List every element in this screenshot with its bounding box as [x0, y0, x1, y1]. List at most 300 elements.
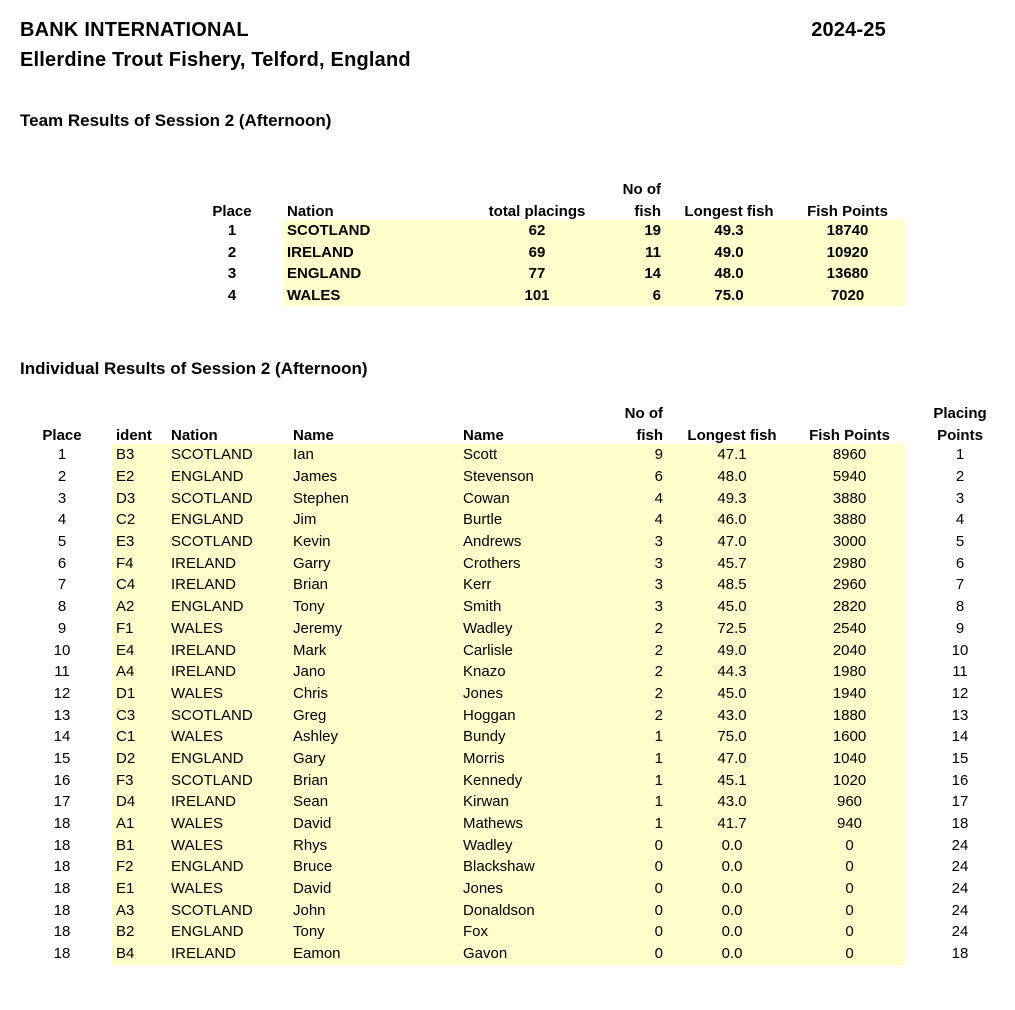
table-cell: 47.1	[670, 444, 794, 466]
table-cell: Garry	[289, 552, 459, 574]
table-row	[28, 856, 1015, 878]
table-cell: 0	[794, 921, 905, 943]
table-cell: 18	[53, 815, 71, 833]
table-cell: 8	[955, 598, 965, 616]
table-row	[205, 285, 905, 307]
table-cell: Jones	[459, 878, 614, 900]
table-cell: 2540	[794, 618, 905, 640]
table-cell: 0	[794, 856, 905, 878]
table-cell: B4	[112, 943, 167, 965]
table-cell: WALES	[167, 834, 289, 856]
table-cell: 24	[951, 880, 969, 898]
table-cell: E4	[112, 639, 167, 661]
table-cell: 4	[955, 511, 965, 529]
table-cell: Jim	[289, 509, 459, 531]
col-header-ident: ident	[116, 427, 152, 444]
table-row	[28, 748, 1015, 770]
header-spacer	[289, 400, 459, 422]
col-header-longest-fish: Longest fish	[687, 427, 777, 444]
table-row	[28, 574, 1015, 596]
table-cell: F3	[112, 769, 167, 791]
table-row	[28, 813, 1015, 835]
table-cell: 1040	[794, 748, 905, 770]
table-cell: 0	[614, 943, 670, 965]
individual-header-row	[28, 422, 1015, 444]
table-cell: Stevenson	[459, 466, 614, 488]
table-cell: 1	[614, 791, 670, 813]
table-cell: Tony	[289, 596, 459, 618]
table-cell: SCOTLAND	[167, 769, 289, 791]
table-cell: B3	[112, 444, 167, 466]
table-cell: 4	[614, 487, 670, 509]
table-cell: 45.0	[670, 683, 794, 705]
table-cell: Jeremy	[289, 618, 459, 640]
table-row	[28, 704, 1015, 726]
table-cell: Morris	[459, 748, 614, 770]
table-cell: 9	[57, 619, 67, 637]
table-cell: IRELAND	[167, 552, 289, 574]
col-header-first-name: Name	[293, 427, 334, 444]
table-cell: 49.3	[668, 220, 790, 242]
table-cell: WALES	[167, 683, 289, 705]
table-cell: 1	[614, 813, 670, 835]
table-cell: 1020	[794, 769, 905, 791]
table-cell: Gavon	[459, 943, 614, 965]
table-cell: 18740	[790, 220, 905, 242]
table-cell: 45.0	[670, 596, 794, 618]
col-header-placing: Placing	[933, 405, 987, 422]
individual-results-title: Individual Results of Session 2 (Afternoon)	[20, 359, 368, 378]
table-row	[28, 618, 1015, 640]
table-cell: 18	[53, 901, 71, 919]
table-cell: 5940	[794, 466, 905, 488]
table-cell: C4	[112, 574, 167, 596]
table-cell: C2	[112, 509, 167, 531]
table-cell: Crothers	[459, 552, 614, 574]
table-cell: 43.0	[670, 791, 794, 813]
table-cell: 2	[614, 704, 670, 726]
table-cell: 2	[614, 639, 670, 661]
season-label: 2024-25	[811, 19, 886, 41]
table-cell: 0.0	[670, 834, 794, 856]
table-cell: 12	[53, 684, 71, 702]
table-cell: IRELAND	[167, 574, 289, 596]
table-cell: 2960	[794, 574, 905, 596]
table-cell: Carlisle	[459, 639, 614, 661]
col-header-place: Place	[42, 427, 82, 444]
individual-header-row-upper	[28, 400, 1015, 422]
table-cell: Gary	[289, 748, 459, 770]
col-header-nation: Nation	[171, 427, 218, 444]
document-header	[20, 18, 886, 43]
table-cell: ENGLAND	[167, 596, 289, 618]
table-cell: 18	[53, 880, 71, 898]
table-cell: Jano	[289, 661, 459, 683]
table-cell: 15	[53, 749, 71, 767]
table-cell: 2	[614, 661, 670, 683]
table-cell: 1940	[794, 683, 905, 705]
table-cell: 9	[614, 444, 670, 466]
table-cell: 24	[951, 858, 969, 876]
table-cell: 0.0	[670, 878, 794, 900]
header-spacer	[205, 176, 283, 198]
table-cell: 2	[227, 243, 237, 261]
table-cell: David	[289, 878, 459, 900]
table-cell: 0.0	[670, 943, 794, 965]
table-cell: James	[289, 466, 459, 488]
table-cell: ENGLAND	[167, 856, 289, 878]
individual-table-header	[28, 400, 1015, 444]
col-header-fish-points: Fish Points	[809, 427, 890, 444]
table-cell: ENGLAND	[167, 509, 289, 531]
col-header-fish: fish	[636, 427, 663, 444]
table-cell: 24	[951, 923, 969, 941]
table-cell: 24	[951, 901, 969, 919]
header-spacer	[794, 400, 905, 422]
table-cell: Blackshaw	[459, 856, 614, 878]
table-cell: E1	[112, 878, 167, 900]
header-spacer	[790, 176, 905, 198]
header-spacer	[459, 400, 614, 422]
table-cell: Mark	[289, 639, 459, 661]
table-cell: 1600	[794, 726, 905, 748]
table-row	[28, 834, 1015, 856]
table-cell: 18	[53, 923, 71, 941]
table-cell: 1880	[794, 704, 905, 726]
table-cell: 19	[597, 220, 668, 242]
table-cell: 0	[794, 943, 905, 965]
header-spacer	[670, 400, 794, 422]
table-cell: 1	[614, 748, 670, 770]
table-cell: 3	[227, 265, 237, 283]
table-row	[28, 943, 1015, 965]
table-cell: 0	[614, 899, 670, 921]
table-cell: 2	[614, 683, 670, 705]
table-cell: C1	[112, 726, 167, 748]
table-cell: 11	[597, 242, 668, 264]
table-cell: B1	[112, 834, 167, 856]
table-row	[205, 242, 905, 264]
table-row	[28, 791, 1015, 813]
table-cell: 1	[614, 769, 670, 791]
table-cell: 6	[955, 554, 965, 572]
table-cell: 77	[477, 263, 597, 285]
table-cell: 17	[951, 793, 969, 811]
col-header-place: Place	[212, 203, 252, 220]
table-cell: 0	[794, 834, 905, 856]
table-cell: 16	[53, 771, 71, 789]
table-cell: 46.0	[670, 509, 794, 531]
table-cell: IRELAND	[167, 791, 289, 813]
table-cell: 75.0	[670, 726, 794, 748]
col-header-fish: fish	[634, 203, 661, 220]
table-cell: IRELAND	[167, 639, 289, 661]
table-cell: 18	[951, 945, 969, 963]
table-cell: 5	[57, 533, 67, 551]
table-cell: 62	[477, 220, 597, 242]
table-row	[28, 878, 1015, 900]
table-cell: 10	[53, 641, 71, 659]
table-cell: IRELAND	[283, 242, 477, 264]
col-header-last-name: Name	[463, 427, 504, 444]
table-cell: 0.0	[670, 856, 794, 878]
table-cell: F4	[112, 552, 167, 574]
table-cell: 75.0	[668, 285, 790, 307]
table-cell: 69	[477, 242, 597, 264]
table-cell: Ashley	[289, 726, 459, 748]
table-cell: E3	[112, 531, 167, 553]
table-row	[28, 487, 1015, 509]
table-cell: F2	[112, 856, 167, 878]
table-cell: 8	[57, 598, 67, 616]
table-cell: 17	[53, 793, 71, 811]
table-cell: 0	[614, 878, 670, 900]
team-results-title: Team Results of Session 2 (Afternoon)	[20, 111, 332, 130]
table-cell: 1	[227, 222, 237, 240]
table-cell: ENGLAND	[167, 921, 289, 943]
table-cell: 48.0	[668, 263, 790, 285]
table-cell: 0	[614, 856, 670, 878]
table-cell: Brian	[289, 574, 459, 596]
table-cell: D3	[112, 487, 167, 509]
table-cell: 9	[955, 619, 965, 637]
table-cell: 4	[227, 286, 237, 304]
table-cell: Donaldson	[459, 899, 614, 921]
table-cell: 7020	[790, 285, 905, 307]
venue-subtitle: Ellerdine Trout Fishery, Telford, England	[20, 49, 411, 71]
table-cell: 2	[614, 618, 670, 640]
table-cell: 0	[614, 834, 670, 856]
table-cell: Kennedy	[459, 769, 614, 791]
table-cell: Kirwan	[459, 791, 614, 813]
table-cell: 2980	[794, 552, 905, 574]
table-cell: 3880	[794, 487, 905, 509]
table-cell: 48.0	[670, 466, 794, 488]
table-row	[205, 263, 905, 285]
header-spacer	[668, 176, 790, 198]
table-cell: Kerr	[459, 574, 614, 596]
table-cell: 18	[53, 836, 71, 854]
table-cell: 960	[794, 791, 905, 813]
table-cell: D4	[112, 791, 167, 813]
table-cell: 6	[614, 466, 670, 488]
table-cell: 13	[951, 706, 969, 724]
table-row	[28, 661, 1015, 683]
table-cell: A4	[112, 661, 167, 683]
table-cell: 13	[53, 706, 71, 724]
team-table-header	[205, 176, 905, 220]
table-row	[28, 552, 1015, 574]
table-cell: E2	[112, 466, 167, 488]
table-cell: SCOTLAND	[167, 531, 289, 553]
table-cell: SCOTLAND	[167, 899, 289, 921]
table-cell: SCOTLAND	[283, 220, 477, 242]
table-cell: A3	[112, 899, 167, 921]
table-cell: John	[289, 899, 459, 921]
header-spacer	[283, 176, 477, 198]
table-cell: 0	[794, 878, 905, 900]
table-cell: WALES	[167, 726, 289, 748]
table-cell: Greg	[289, 704, 459, 726]
table-row	[28, 531, 1015, 553]
table-cell: 13680	[790, 263, 905, 285]
col-header-no-of: No of	[624, 405, 663, 422]
table-cell: 2	[57, 468, 67, 486]
table-row	[28, 596, 1015, 618]
table-cell: 1	[614, 726, 670, 748]
table-cell: Scott	[459, 444, 614, 466]
col-header-points: Points	[937, 427, 983, 444]
table-row	[28, 683, 1015, 705]
table-cell: B2	[112, 921, 167, 943]
table-cell: 1	[57, 446, 67, 464]
table-cell: 45.7	[670, 552, 794, 574]
table-cell: 2	[955, 468, 965, 486]
table-cell: 3	[614, 531, 670, 553]
table-cell: 3	[57, 489, 67, 507]
table-cell: C3	[112, 704, 167, 726]
table-cell: Wadley	[459, 834, 614, 856]
table-cell: 11	[952, 663, 968, 681]
team-table-body	[205, 220, 905, 306]
table-cell: 24	[951, 836, 969, 854]
table-cell: 14	[951, 728, 969, 746]
table-cell: Andrews	[459, 531, 614, 553]
table-cell: 15	[951, 749, 969, 767]
table-cell: D1	[112, 683, 167, 705]
table-cell: 0.0	[670, 899, 794, 921]
team-header-row	[205, 198, 905, 220]
table-cell: Eamon	[289, 943, 459, 965]
table-cell: 47.0	[670, 531, 794, 553]
table-cell: Tony	[289, 921, 459, 943]
table-cell: 101	[477, 285, 597, 307]
table-cell: 12	[951, 684, 969, 702]
table-cell: Knazo	[459, 661, 614, 683]
table-cell: 2820	[794, 596, 905, 618]
team-header-row-upper	[205, 176, 905, 198]
table-cell: 4	[614, 509, 670, 531]
table-cell: 45.1	[670, 769, 794, 791]
table-cell: WALES	[167, 878, 289, 900]
table-cell: Chris	[289, 683, 459, 705]
table-cell: Burtle	[459, 509, 614, 531]
table-cell: Smith	[459, 596, 614, 618]
table-cell: 0	[794, 899, 905, 921]
header-spacer	[167, 400, 289, 422]
table-cell: Wadley	[459, 618, 614, 640]
table-cell: 6	[57, 554, 67, 572]
table-row	[28, 899, 1015, 921]
table-cell: 1	[955, 446, 965, 464]
table-cell: 8960	[794, 444, 905, 466]
table-cell: Ian	[289, 444, 459, 466]
table-cell: 4	[57, 511, 67, 529]
table-cell: 41.7	[670, 813, 794, 835]
table-cell: 44.3	[670, 661, 794, 683]
table-cell: ENGLAND	[283, 263, 477, 285]
table-cell: 0.0	[670, 921, 794, 943]
table-row	[28, 726, 1015, 748]
table-cell: 5	[955, 533, 965, 551]
table-cell: F1	[112, 618, 167, 640]
table-cell: WALES	[167, 618, 289, 640]
table-cell: Jones	[459, 683, 614, 705]
table-cell: Rhys	[289, 834, 459, 856]
table-cell: 18	[53, 858, 71, 876]
table-cell: 72.5	[670, 618, 794, 640]
table-cell: Bruce	[289, 856, 459, 878]
document-title: BANK INTERNATIONAL	[20, 19, 249, 41]
col-header-no-of: No of	[622, 181, 661, 198]
col-header-fish-points: Fish Points	[807, 203, 888, 220]
table-cell: 49.0	[670, 639, 794, 661]
table-cell: 0	[614, 921, 670, 943]
team-results-table	[205, 176, 905, 306]
table-cell: 14	[597, 263, 668, 285]
individual-results-table	[28, 400, 1015, 965]
table-cell: 16	[951, 771, 969, 789]
table-cell: 49.0	[668, 242, 790, 264]
table-cell: Hoggan	[459, 704, 614, 726]
table-cell: SCOTLAND	[167, 487, 289, 509]
table-cell: 47.0	[670, 748, 794, 770]
table-cell: SCOTLAND	[167, 444, 289, 466]
table-row	[28, 466, 1015, 488]
table-row	[28, 769, 1015, 791]
table-cell: A2	[112, 596, 167, 618]
header-spacer	[477, 176, 597, 198]
table-cell: Kevin	[289, 531, 459, 553]
table-cell: 940	[794, 813, 905, 835]
table-cell: ENGLAND	[167, 466, 289, 488]
table-cell: ENGLAND	[167, 748, 289, 770]
col-header-total-placings: total placings	[488, 203, 586, 220]
table-cell: WALES	[167, 813, 289, 835]
table-cell: IRELAND	[167, 943, 289, 965]
table-cell: Stephen	[289, 487, 459, 509]
table-cell: 11	[54, 663, 70, 681]
table-cell: A1	[112, 813, 167, 835]
table-cell: 48.5	[670, 574, 794, 596]
table-cell: 43.0	[670, 704, 794, 726]
table-cell: 10920	[790, 242, 905, 264]
table-cell: 18	[951, 815, 969, 833]
table-cell: 3880	[794, 509, 905, 531]
table-cell: 10	[951, 641, 969, 659]
header-spacer	[112, 400, 167, 422]
table-cell: 2040	[794, 639, 905, 661]
table-cell: 3	[955, 489, 965, 507]
table-cell: Bundy	[459, 726, 614, 748]
table-cell: Cowan	[459, 487, 614, 509]
table-cell: 14	[53, 728, 71, 746]
table-cell: IRELAND	[167, 661, 289, 683]
table-cell: 3	[614, 552, 670, 574]
table-cell: David	[289, 813, 459, 835]
table-row	[28, 509, 1015, 531]
table-cell: SCOTLAND	[167, 704, 289, 726]
table-cell: Sean	[289, 791, 459, 813]
table-row	[28, 921, 1015, 943]
individual-table-body	[28, 444, 1015, 965]
table-cell: 3000	[794, 531, 905, 553]
table-cell: 7	[57, 576, 67, 594]
col-header-longest-fish: Longest fish	[684, 203, 774, 220]
table-row	[28, 639, 1015, 661]
table-row	[205, 220, 905, 242]
table-cell: Fox	[459, 921, 614, 943]
